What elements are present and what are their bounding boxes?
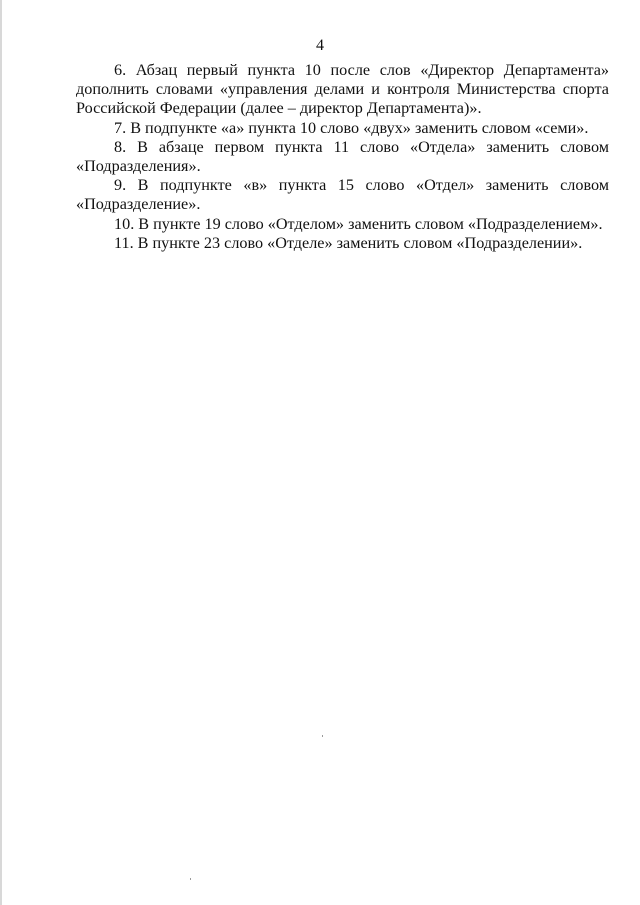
document-body — [76, 61, 609, 253]
paragraph-item-11: 11. В пункте 23 слово «Отделе» заменить словом «Подразделении». — [114, 233, 583, 252]
scan-speck — [322, 735, 323, 737]
paragraph-item-7: 7. В подпункте «а» пункта 10 слово «двух» заменить словом «семи». — [114, 118, 589, 137]
paragraph-item-8: 8. В абзаце первом пункта 11 слово «Отдела» заменить словом «Подразделения». — [76, 137, 609, 176]
paragraph-item-9: 9. В подпункте «в» пункта 15 слово «Отдел» заменить словом «Подразделение». — [76, 176, 609, 214]
paragraph-item-6: 6. Абзац первый пункта 10 после слов «Директор Департамента» дополнить словами «управления делами и контроля Министерства спорта Российской Федерации (далее – директор Департамента)». — [76, 61, 609, 118]
paragraph-item-10: 10. В пункте 19 слово «Отделом» заменить словом «Подразделением». — [114, 214, 603, 233]
scan-speck — [190, 878, 191, 880]
page-number: 4 — [316, 37, 324, 54]
page-left-edge — [0, 0, 2, 905]
